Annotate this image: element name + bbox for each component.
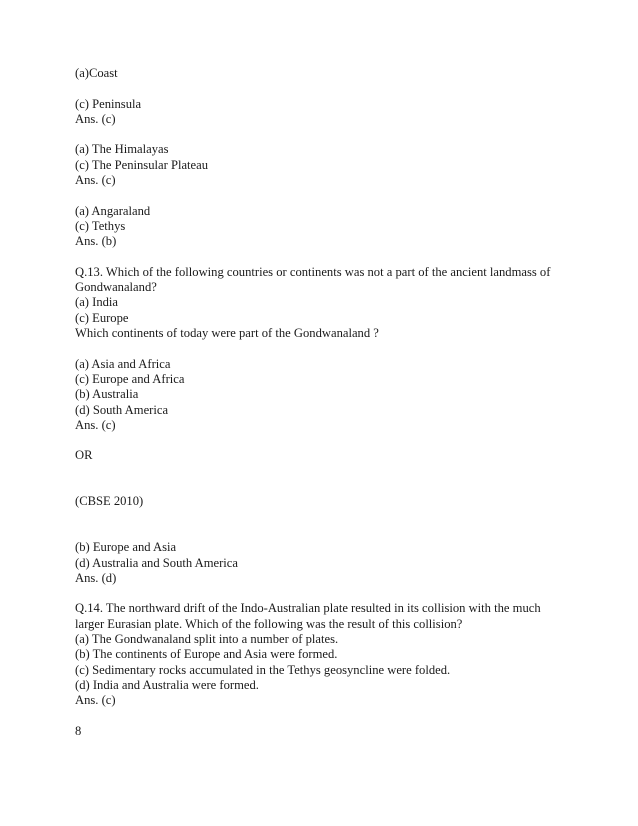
answer-line: Ans. (c) [75,111,116,126]
answer-line: Ans. (c) [75,417,116,432]
option-line: (d) Australia and South America [75,555,238,570]
page-number: 8 [75,723,82,738]
spacer [75,341,565,356]
spacer [75,81,565,96]
option-line: (d) South America [75,402,169,417]
option-line: (c) Europe [75,310,129,325]
question-line: Gondwanaland? [75,280,157,295]
question-line: Q.13. Which of the following countries or continents was not a part of the ancient landmass of [75,264,551,279]
question-line: Which continents of today were part of the Gondwanaland ? [75,326,379,341]
option-line: (c) Sedimentary rocks accumulated in the Tethys geosyncline were folded. [75,662,451,677]
spacer [75,127,565,142]
question-line: Q.14. The northward drift of the Indo-Australian plate resulted in its collision with the much [75,601,541,616]
page-content [75,66,565,739]
option-line: (d) India and Australia were formed. [75,677,259,692]
answer-line: Ans. (b) [75,234,117,249]
answer-line: Ans. (c) [75,693,116,708]
option-line: (a) Asia and Africa [75,356,171,371]
answer-line: Ans. (d) [75,570,117,585]
question-line: larger Eurasian plate. Which of the following was the result of this collision? [75,616,463,631]
option-line: (a)Coast [75,66,118,80]
option-line: (b) The continents of Europe and Asia were formed. [75,647,338,662]
option-line: (c) The Peninsular Plateau [75,157,209,172]
or-separator: OR [75,448,93,463]
option-line: (a) The Gondwanaland split into a number of plates. [75,631,339,646]
option-line: (c) Tethys [75,218,126,233]
option-line: (c) Peninsula [75,96,142,111]
spacer [75,250,565,265]
spacer [75,433,565,448]
spacer [75,586,565,601]
spacer [75,708,565,723]
source-reference: (CBSE 2010) [75,494,144,509]
spacer [75,188,565,203]
option-line: (b) Australia [75,387,139,402]
option-line: (a) Angaraland [75,203,151,218]
option-line: (a) The Himalayas [75,142,169,157]
answer-line: Ans. (c) [75,173,116,188]
spacer [75,464,565,495]
spacer [75,510,565,541]
option-line: (a) India [75,295,119,310]
option-line: (b) Europe and Asia [75,540,177,555]
option-line: (c) Europe and Africa [75,371,185,386]
